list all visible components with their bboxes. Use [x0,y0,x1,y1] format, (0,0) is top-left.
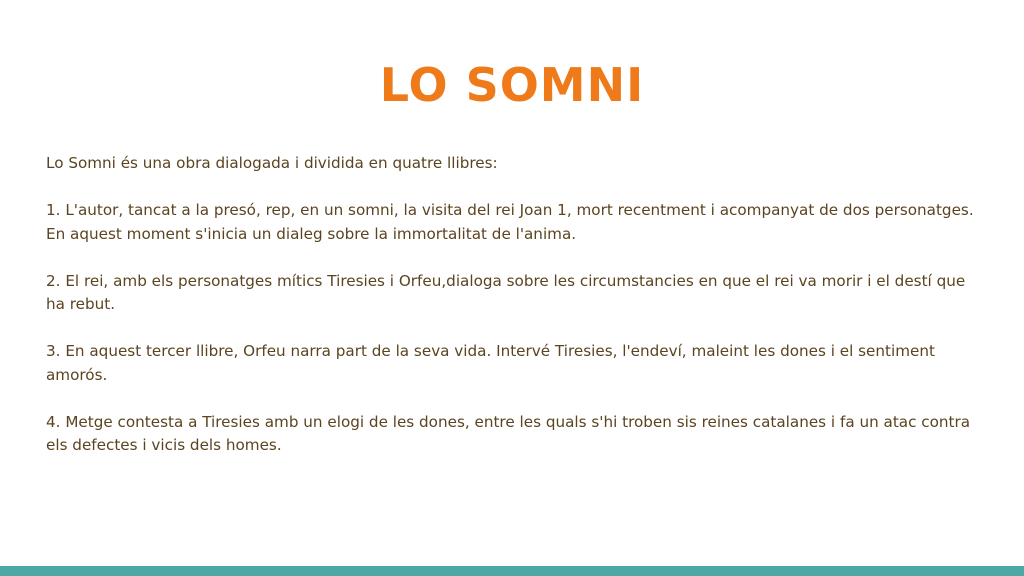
slide-title: LO SOMNI [379,58,645,112]
bottom-accent-bar [0,566,1024,576]
book-4-paragraph: 4. Metge contesta a Tiresies amb un elogi de les dones, entre les quals s'hi troben sis reines catalanes i fa un atac contra els defectes i vicis dels homes. [46,412,971,454]
book-3-paragraph: 3. En aquest tercer llibre, Orfeu narra part de la seva vida. Intervé Tiresies, l'endeví, maleint les dones i el sentiment amorós. [46,342,935,384]
book-2-paragraph: 2. El rei, amb els personatges mítics Tiresies i Orfeu,dialoga sobre les circumstancies en que el rei va morir i el destí que ha rebut. [46,271,966,313]
intro-paragraph: Lo Somni és una obra dialogada i dividida en quatre llibres: [46,154,498,172]
book-1-paragraph: 1. L'autor, tancat a la presó, rep, en un somni, la visita del rei Joan 1, mort recentment i acompanyat de dos personatges. En aquest moment s'inicia un dialeg sobre la immortalitat de l'anima. [46,201,974,243]
slide-body [46,152,986,481]
